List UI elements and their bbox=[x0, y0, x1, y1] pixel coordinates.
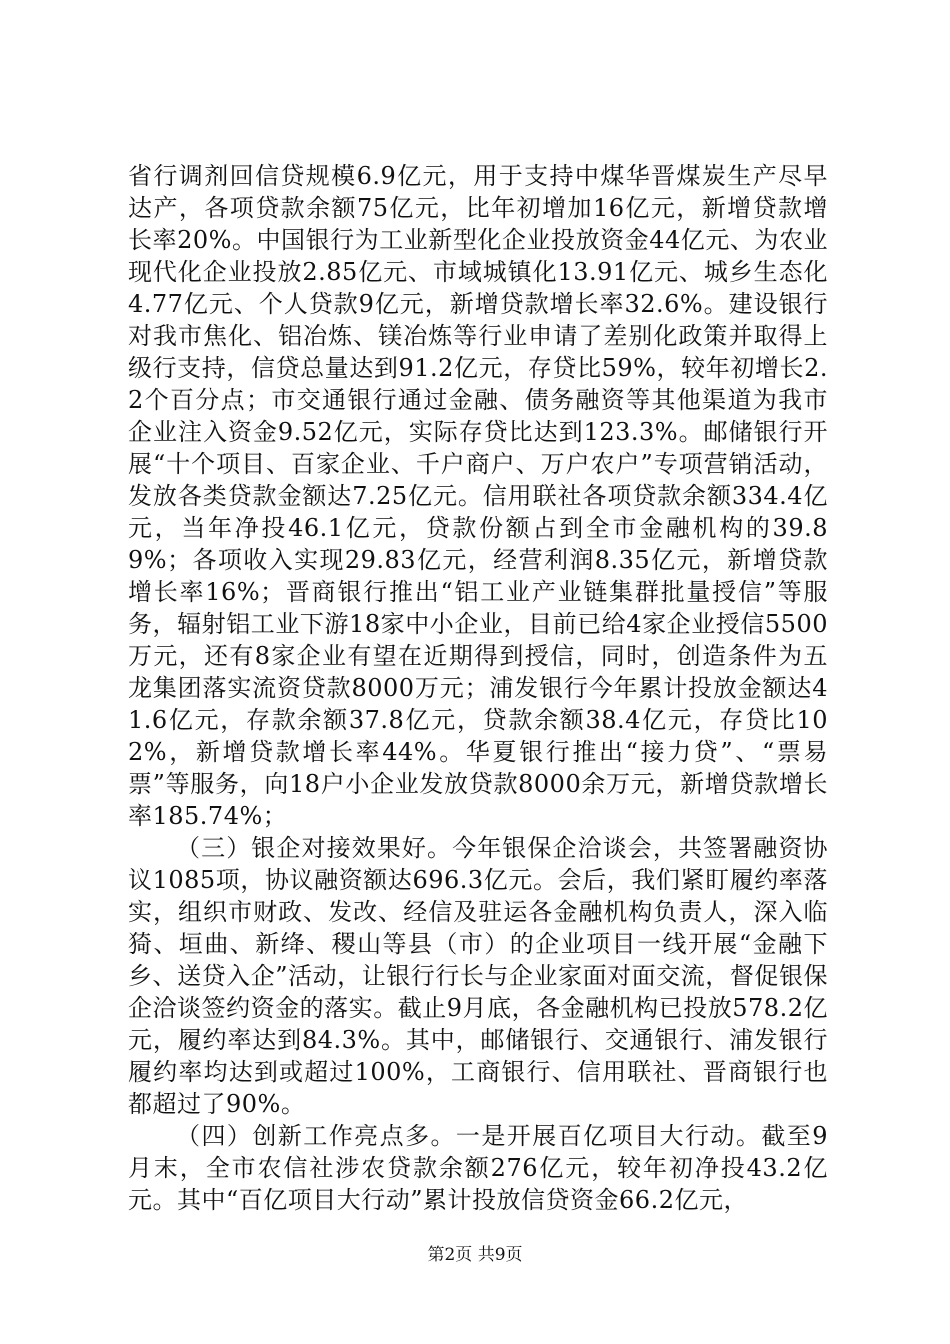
paragraph-bank-enterprise-docking: （三）银企对接效果好。今年银保企洽谈会，共签署融资协议1085项，协议融资额达696.3亿元。会后，我们紧盯履约率落实，组织市财政、发改、经信及驻运各金融机构负责人，深入临猗、垣曲、新绛、稷山等县（市）的企业项目一线开展“金融下乡、送贷入企”活动，让银行行长与企业家面对面交流，督促银保企洽谈签约资金的落实。截止9月底，各金融机构已投放578.2亿元，履约率达到84.3%。其中，邮储银行、交通银行、浦发银行履约率均达到或超过100%，工商银行、信用联社、晋商银行也都超过了90%。 bbox=[128, 834, 828, 1118]
document-body bbox=[128, 160, 828, 1216]
paragraph-innovation-highlights: （四）创新工作亮点多。一是开展百亿项目大行动。截至9月末，全市农信社涉农贷款余额276亿元，较年初净投43.2亿元。其中“百亿项目大行动”累计投放信贷资金66.2亿元， bbox=[128, 1122, 828, 1214]
paragraph-continuation: 省行调剂回信贷规模6.9亿元，用于支持中煤华晋煤炭生产尽早达产，各项贷款余额75亿元，比年初增加16亿元，新增贷款增长率20%。中国银行为工业新型化企业投放资金44亿元、为农业现代化企业投放2.85亿元、市域城镇化13.91亿元、城乡生态化4.77亿元、个人贷款9亿元，新增贷款增长率32.6%。建设银行对我市焦化、铝冶炼、镁冶炼等行业申请了差别化政策并取得上级行支持，信贷总量达到91.2亿元，存贷比59%，较年初增长2.2个百分点；市交通银行通过金融、债务融资等其他渠道为我市企业注入资金9.52亿元，实际存贷比达到123.3%。邮储银行开展“十个项目、百家企业、千户商户、万户农户”专项营销活动，发放各类贷款金额达7.25亿元。信用联社各项贷款余额334.4亿元，当年净投46.1亿元，贷款份额占到全市金融机构的39.89%；各项收入实现29.83亿元，经营利润8.35亿元，新增贷款增长率16%；晋商银行推出“铝工业产业链集群批量授信”等服务，辐射铝工业下游18家中小企业，目前已给4家企业授信5500万元，还有8家企业有望在近期得到授信，同时，创造条件为五龙集团落实流资贷款8000万元；浦发银行今年累计投放金额达41.6亿元，存款余额37.8亿元，贷款余额38.4亿元，存贷比102%，新增贷款增长率44%。华夏银行推出“接力贷”、“票易票”等服务，向18户小企业发放贷款8000余万元，新增贷款增长率185.74%； bbox=[128, 162, 828, 830]
page-footer: 第2页 共9页 bbox=[427, 1245, 523, 1265]
